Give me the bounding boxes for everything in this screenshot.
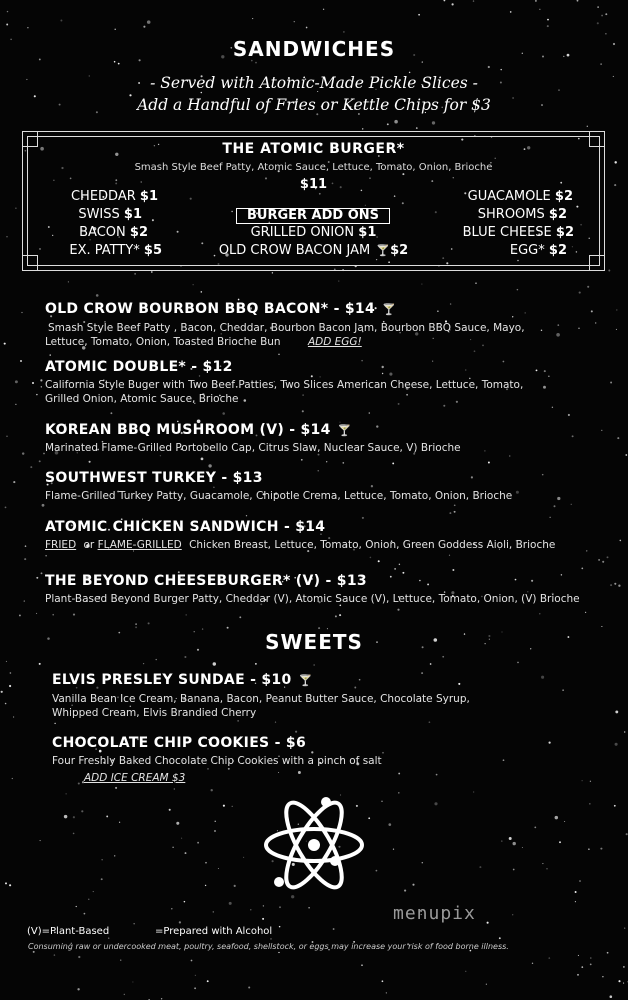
item-atomic-chicken-name: ATOMIC CHICKEN SANDWICH - $14 [45,519,326,535]
burger-addons-title: BURGER ADD ONS [236,208,390,224]
flame-grilled-option: FLAME-GRILLED [97,539,182,551]
item-beyond-name: THE BEYOND CHEESEBURGER* (V) - $13 [45,573,367,589]
addon-bacon-jam: OLD CROW BACON JAM 🍸$2 [218,243,409,258]
item-atomic-double-name: ATOMIC DOUBLE* - $12 [45,359,233,375]
watermark: menupix [393,903,476,924]
item-atomic-double-desc: California Style Buger with Two Beef Patties, Two Slices American Cheese, Lettuce, Tomato, [45,379,524,391]
addon-swiss: SWISS $1 [78,207,142,222]
item-old-crow-desc: Smash Style Beef Patty , Bacon, Cheddar, Bourbon Bacon Jam, Bourbon BBQ Sauce, Mayo, [48,322,525,334]
add-ice-cream-link: ADD ICE CREAM $3 [84,772,186,784]
atom-icon [258,795,370,895]
addon-blue-cheese: BLUE CHEESE $2 [462,225,574,240]
disclaimer: Consuming raw or undercooked meat, poultry, seafood, shellstock, or eggs may increase your risk of food borne illness. [28,942,509,951]
item-southwest-turkey-name: SOUTHWEST TURKEY - $13 [45,470,263,486]
burger-price: $11 [299,177,328,192]
sandwiches-subtitle-2: Add a Handful of Fries or Kettle Chips for $3 [137,96,491,114]
item-southwest-turkey-desc: Flame-Grilled Turkey Patty, Guacamole, Chipotle Crema, Lettuce, Tomato, Onion, Brioche [45,490,513,502]
add-egg-link: ADD EGG! [307,336,362,348]
cocktail-icon: 🍸 [382,303,397,316]
cocktail-icon: 🍸 [337,424,352,437]
item-old-crow-desc-2: Lettuce, Tomato, Onion, Toasted Brioche Bun ADD EGG! [45,336,362,348]
cocktail-icon: 🍸 [298,674,313,687]
item-korean-bbq-desc: Marinated Flame-Grilled Portobello Cap, Citrus Slaw, Nuclear Sauce, V) Brioche [45,442,461,454]
addon-extra-patty: EX. PATTY* $5 [69,243,162,258]
item-elvis-sundae-desc-2: Whipped Cream, Elvis Brandied Cherry [52,707,257,719]
item-elvis-sundae-desc: Vanilla Bean Ice Cream, Banana, Bacon, Peanut Butter Sauce, Chocolate Syrup, [52,693,470,705]
item-elvis-sundae-name: ELVIS PRESLEY SUNDAE - $10 🍸 [52,672,313,688]
item-atomic-chicken-desc: FRIED or FLAME-GRILLED Chicken Breast, Lettuce, Tomato, Onion, Green Goddess Aioli, Brioche [45,539,556,551]
fried-option: FRIED [45,539,77,551]
sandwiches-subtitle-1: - Served with Atomic-Made Pickle Slices - [150,74,478,92]
cocktail-icon: 🍸 [376,244,391,257]
addon-cheddar: CHEDDAR $1 [70,189,158,204]
burger-name: THE ATOMIC BURGER* [222,141,405,157]
addon-grilled-onion: GRILLED ONION $1 [250,225,377,240]
item-korean-bbq-name: KOREAN BBQ MUSHROOM (V) - $14 🍸 [45,422,352,438]
sandwiches-title: SANDWICHES [232,37,396,61]
sweets-title: SWEETS [265,630,363,654]
item-beyond-desc: Plant-Based Beyond Burger Patty, Cheddar (V), Atomic Sauce (V), Lettuce, Tomato, Onion, (V) Brioche [45,593,580,605]
legend-plant-based: (V)=Plant-Based [27,926,110,937]
addon-shrooms: SHROOMS $2 [477,207,567,222]
item-cookies-desc: Four Freshly Baked Chocolate Chip Cookies with a pinch of salt [52,755,382,767]
legend-alcohol: =Prepared with Alcohol [155,926,273,937]
addon-egg: EGG* $2 [509,243,567,258]
item-cookies-name: CHOCOLATE CHIP COOKIES - $6 [52,735,306,751]
item-old-crow-name: OLD CROW BOURBON BBQ BACON* - $14 🍸 [45,301,397,317]
item-atomic-double-desc-2: Grilled Onion, Atomic Sauce, Brioche [45,393,239,405]
addon-bacon: BACON $2 [79,225,148,240]
addon-guacamole: GUACAMOLE $2 [467,189,573,204]
burger-description: Smash Style Beef Patty, Atomic Sauce, Lettuce, Tomato, Onion, Brioche [134,162,493,173]
atomic-burger-box [22,131,605,271]
